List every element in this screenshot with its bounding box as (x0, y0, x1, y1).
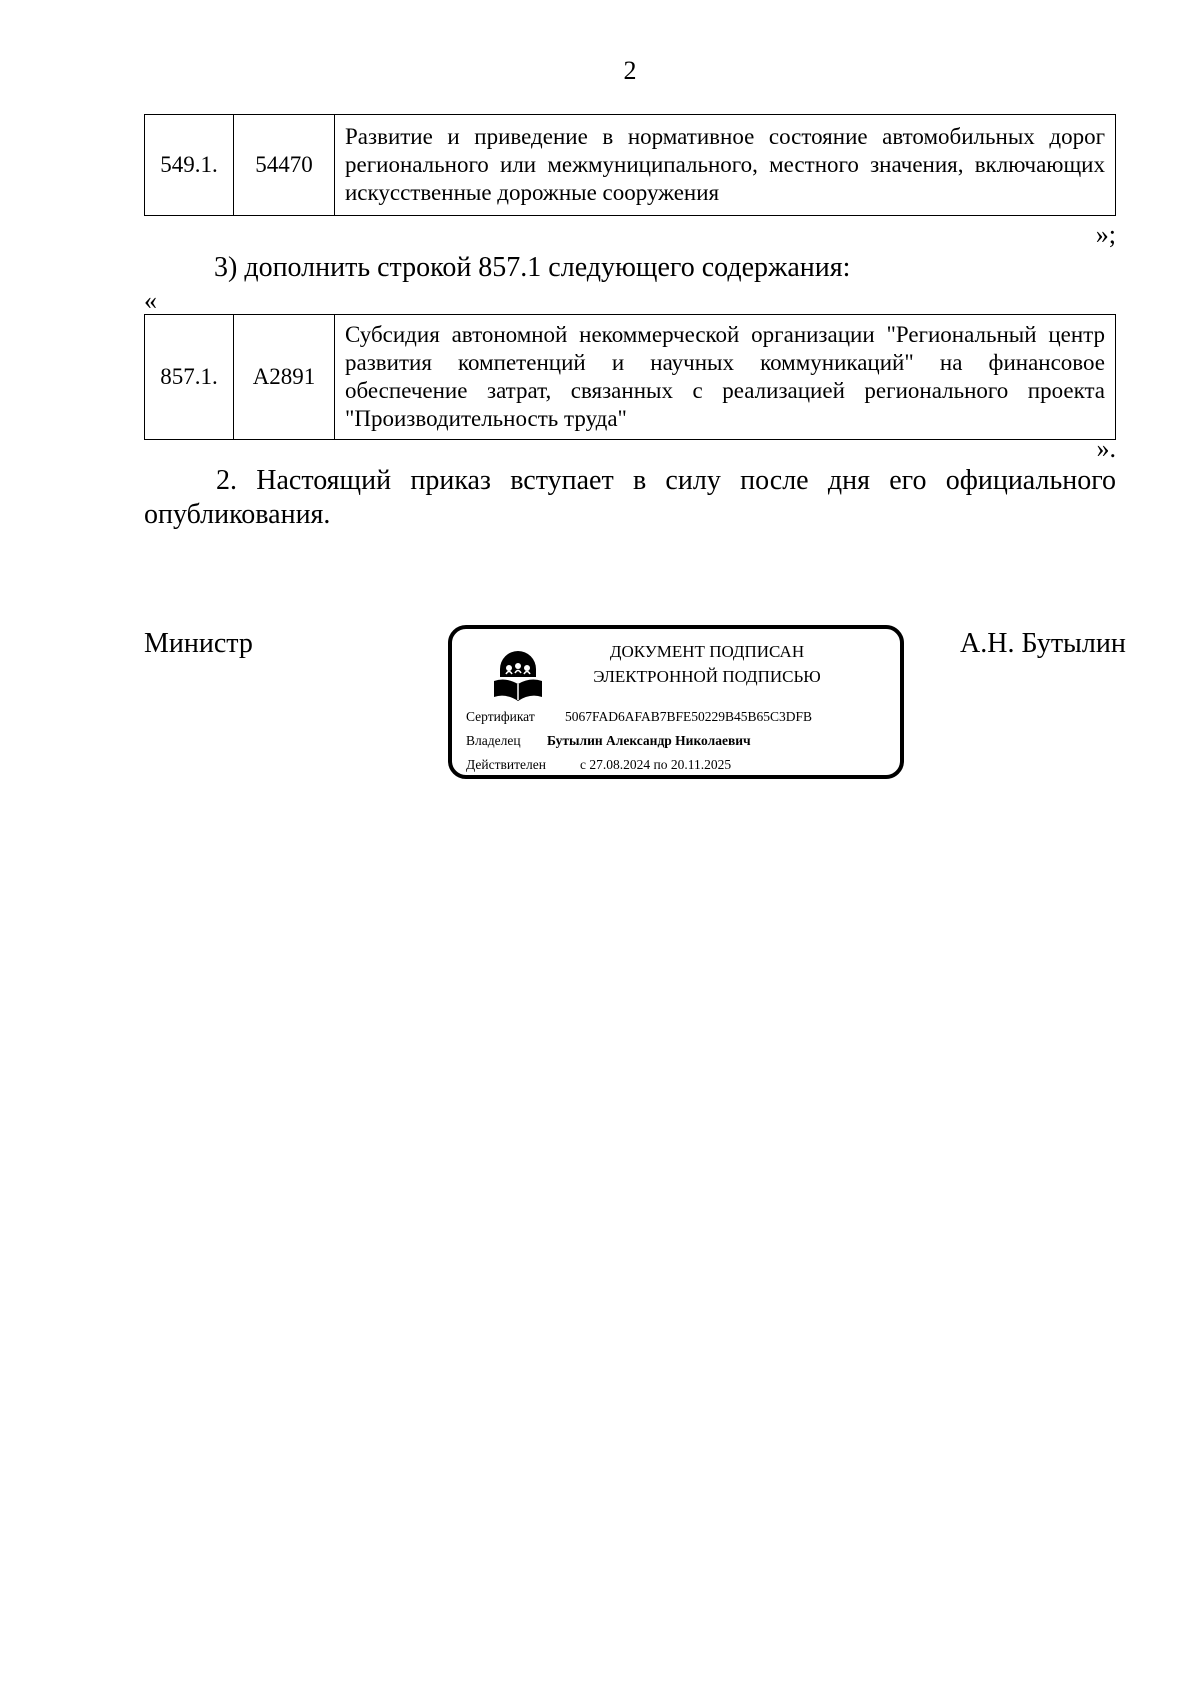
stamp-header (562, 639, 852, 689)
owner-label: Владелец (466, 733, 521, 748)
row-code-cell: A2891 (234, 315, 335, 440)
row-number-cell: 549.1. (145, 115, 234, 216)
row-code-cell: 54470 (234, 115, 335, 216)
stamp-header-line-2: ЭЛЕКТРОННОЙ ПОДПИСЬЮ (593, 667, 821, 686)
code-table-row-857-1 (144, 314, 1116, 440)
closing-quote-mark-final: ». (1096, 434, 1116, 463)
stamp-certificate-row (466, 709, 812, 725)
stamp-validity-row (466, 757, 731, 773)
certificate-label: Сертификат (466, 709, 535, 724)
table-row (145, 315, 1116, 440)
closing-quote-mark: »; (1095, 220, 1116, 249)
stamp-header-line-1: ДОКУМЕНТ ПОДПИСАН (609, 642, 805, 661)
signatory-name: А.Н. Бутылин (960, 628, 1126, 659)
owner-value: Бутылин Александр Николаевич (547, 733, 751, 748)
code-table-row-549-1 (144, 114, 1116, 216)
validity-label: Действителен (466, 757, 546, 772)
coat-of-arms-icon (490, 647, 546, 705)
page-number: 2 (623, 56, 637, 85)
certificate-value: 5067FAD6AFAB7BFE50229B45B65C3DFB (565, 709, 813, 724)
validity-value: с 27.08.2024 по 20.11.2025 (580, 757, 732, 772)
electronic-signature-stamp (448, 625, 904, 779)
row-description-cell: Субсидия автономной некоммерческой организации "Региональный центр развития компетенций и научных коммуникаций" на финансовое обеспечение затрат, связанных с реализацией регионального проекта "Производительность труда" (335, 315, 1116, 440)
row-number-cell: 857.1. (145, 315, 234, 440)
row-description-cell: Развитие и приведение в нормативное состояние автомобильных дорог регионального или межмуниципального, местного значения, включающих искусственные дорожные сооружения (335, 115, 1116, 216)
amendment-item-3: 3) дополнить строкой 857.1 следующего содержания: (214, 252, 851, 283)
effective-date-paragraph: 2. Настоящий приказ вступает в силу после дня его официального опубликования. (144, 465, 1116, 530)
opening-quote-mark: « (144, 286, 157, 315)
stamp-owner-row (466, 733, 751, 749)
signatory-title: Министр (144, 628, 253, 659)
table-row (145, 115, 1116, 216)
